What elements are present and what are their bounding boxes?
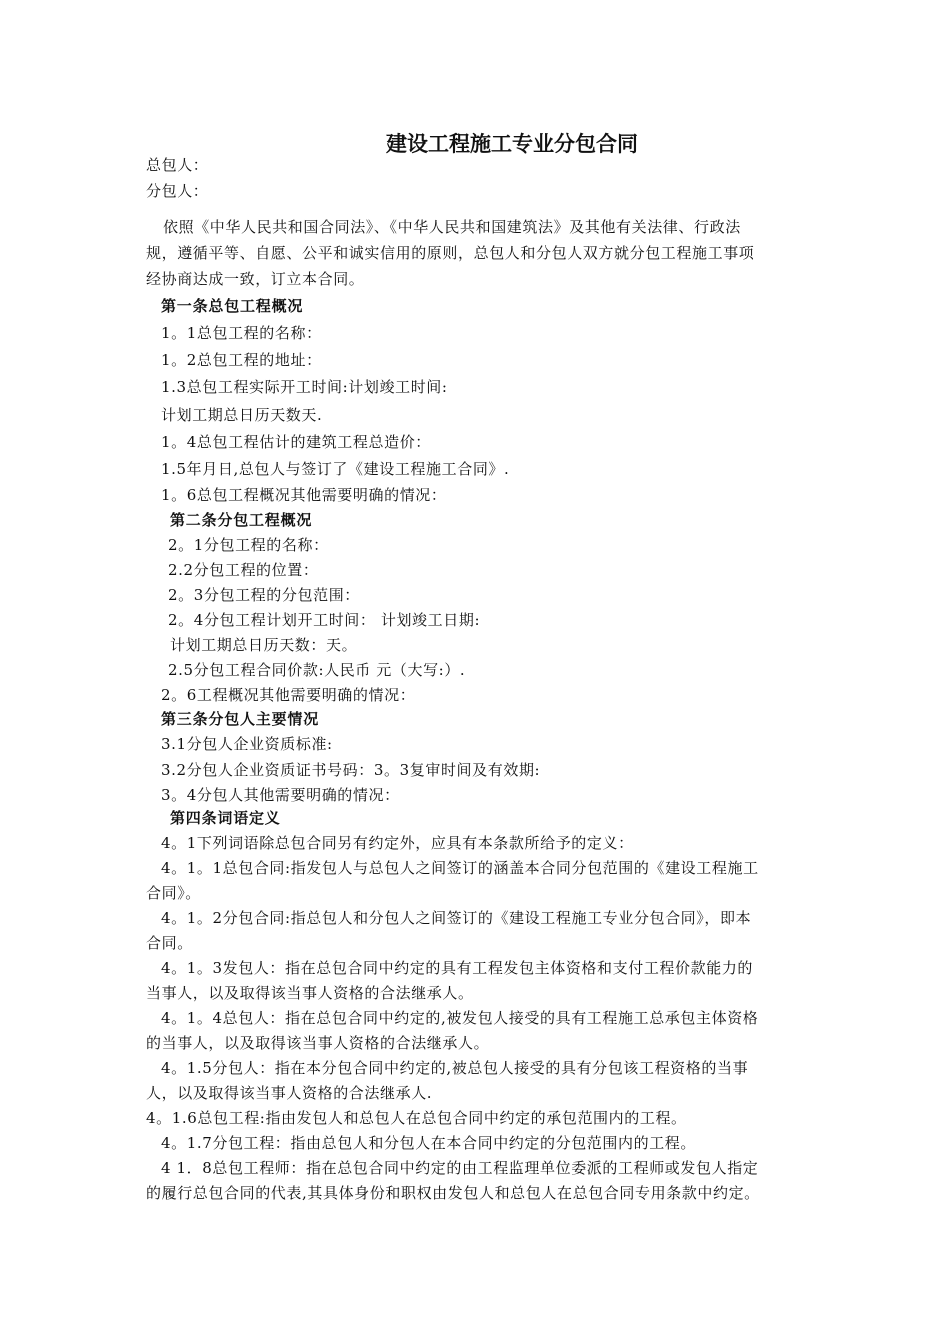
- article-2-item: 2.5分包工程合同价款:人民币 元（大写:）.: [168, 661, 466, 679]
- article-4-heading: 第四条词语定义: [170, 809, 281, 827]
- article-2-item: 2。4分包工程计划开工时间： 计划竣工日期:: [168, 611, 481, 629]
- article-3-item: 3.2分包人企业资质证书号码：3。3复审时间及有效期:: [161, 761, 541, 779]
- article-2-item: 2.2分包工程的位置：: [168, 561, 319, 579]
- article-1-item: 计划工期总日历天数天.: [161, 406, 323, 424]
- preamble-line: 规，遵循平等、自愿、公平和诚实信用的原则，总包人和分包人双方就分包工程施工事项: [146, 244, 755, 262]
- article-3-heading: 第三条分包人主要情况: [161, 710, 320, 728]
- article-4-item: 当事人，以及取得该当事人资格的合法继承人。: [146, 984, 474, 1002]
- article-4-item: 4。1。1总包合同:指发包人与总包人之间签订的涵盖本合同分包范围的《建设工程施工: [161, 859, 759, 877]
- article-2-item: 2。1分包工程的名称：: [168, 536, 329, 554]
- article-4-item: 4。1。2分包合同:指总包人和分包人之间签订的《建设工程施工专业分包合同》，即本: [161, 909, 752, 927]
- article-2-item: 2。3分包工程的分包范围：: [168, 586, 360, 604]
- article-1-item: 1。1总包工程的名称：: [161, 324, 322, 342]
- article-4-item: 合同。: [146, 934, 193, 952]
- article-4-item: 4。1.7分包工程：指由总包人和分包人在本合同中约定的分包范围内的工程。: [161, 1134, 697, 1152]
- article-1-item: 1.5年月日,总包人与签订了《建设工程施工合同》.: [161, 460, 510, 478]
- article-4-item: 4 1．8总包工程师：指在总包合同中约定的由工程监理单位委派的工程师或发包人指定: [161, 1159, 759, 1177]
- article-1-item: 1。4总包工程估计的建筑工程总造价：: [161, 433, 431, 451]
- article-1-item: 1。6总包工程概况其他需要明确的情况：: [161, 486, 447, 504]
- article-4-item: 4。1.6总包工程:指由发包人和总包人在总包合同中约定的承包范围内的工程。: [146, 1109, 687, 1127]
- article-1-heading: 第一条总包工程概况: [161, 297, 304, 315]
- article-1-item: 1.3总包工程实际开工时间:计划竣工时间:: [161, 378, 448, 396]
- subcontractor-label: 分包人：: [146, 182, 209, 200]
- article-3-item: 3.1分包人企业资质标准:: [161, 735, 333, 753]
- preamble-line: 依照《中华人民共和国合同法》、《中华人民共和国建筑法》及其他有关法律、行政法: [163, 218, 741, 236]
- preamble-line: 经协商达成一致，订立本合同。: [146, 270, 365, 288]
- article-4-item: 4。1。4总包人：指在总包合同中约定的,被发包人接受的具有工程施工总承包主体资格: [161, 1009, 759, 1027]
- general-contractor-label: 总包人：: [146, 156, 209, 174]
- article-4-item: 4。1.5分包人：指在本分包合同中约定的,被总包人接受的具有分包该工程资格的当事: [161, 1059, 749, 1077]
- article-4-item: 合同》。: [146, 884, 201, 902]
- article-4-item: 4。1。3发包人：指在总包合同中约定的具有工程发包主体资格和支付工程价款能力的: [161, 959, 754, 977]
- article-3-item: 3。4分包人其他需要明确的情况：: [161, 786, 400, 804]
- article-4-item: 的当事人，以及取得该当事人资格的合法继承人。: [146, 1034, 490, 1052]
- document-title: 建设工程施工专业分包合同: [386, 132, 638, 156]
- article-4-item: 人，以及取得该当事人资格的合法继承人.: [146, 1084, 433, 1102]
- article-4-item: 的履行总包合同的代表,其具体身份和职权由发包人和总包人在总包合同专用条款中约定。: [146, 1184, 760, 1202]
- article-2-item: 2。6工程概况其他需要明确的情况：: [161, 686, 416, 704]
- article-2-item: 计划工期总日历天数：天。: [170, 636, 358, 654]
- article-1-item: 1。2总包工程的地址：: [161, 351, 322, 369]
- article-2-heading: 第二条分包工程概况: [170, 511, 313, 529]
- article-4-item: 4。1下列词语除总包合同另有约定外，应具有本条款所给予的定义：: [161, 834, 634, 852]
